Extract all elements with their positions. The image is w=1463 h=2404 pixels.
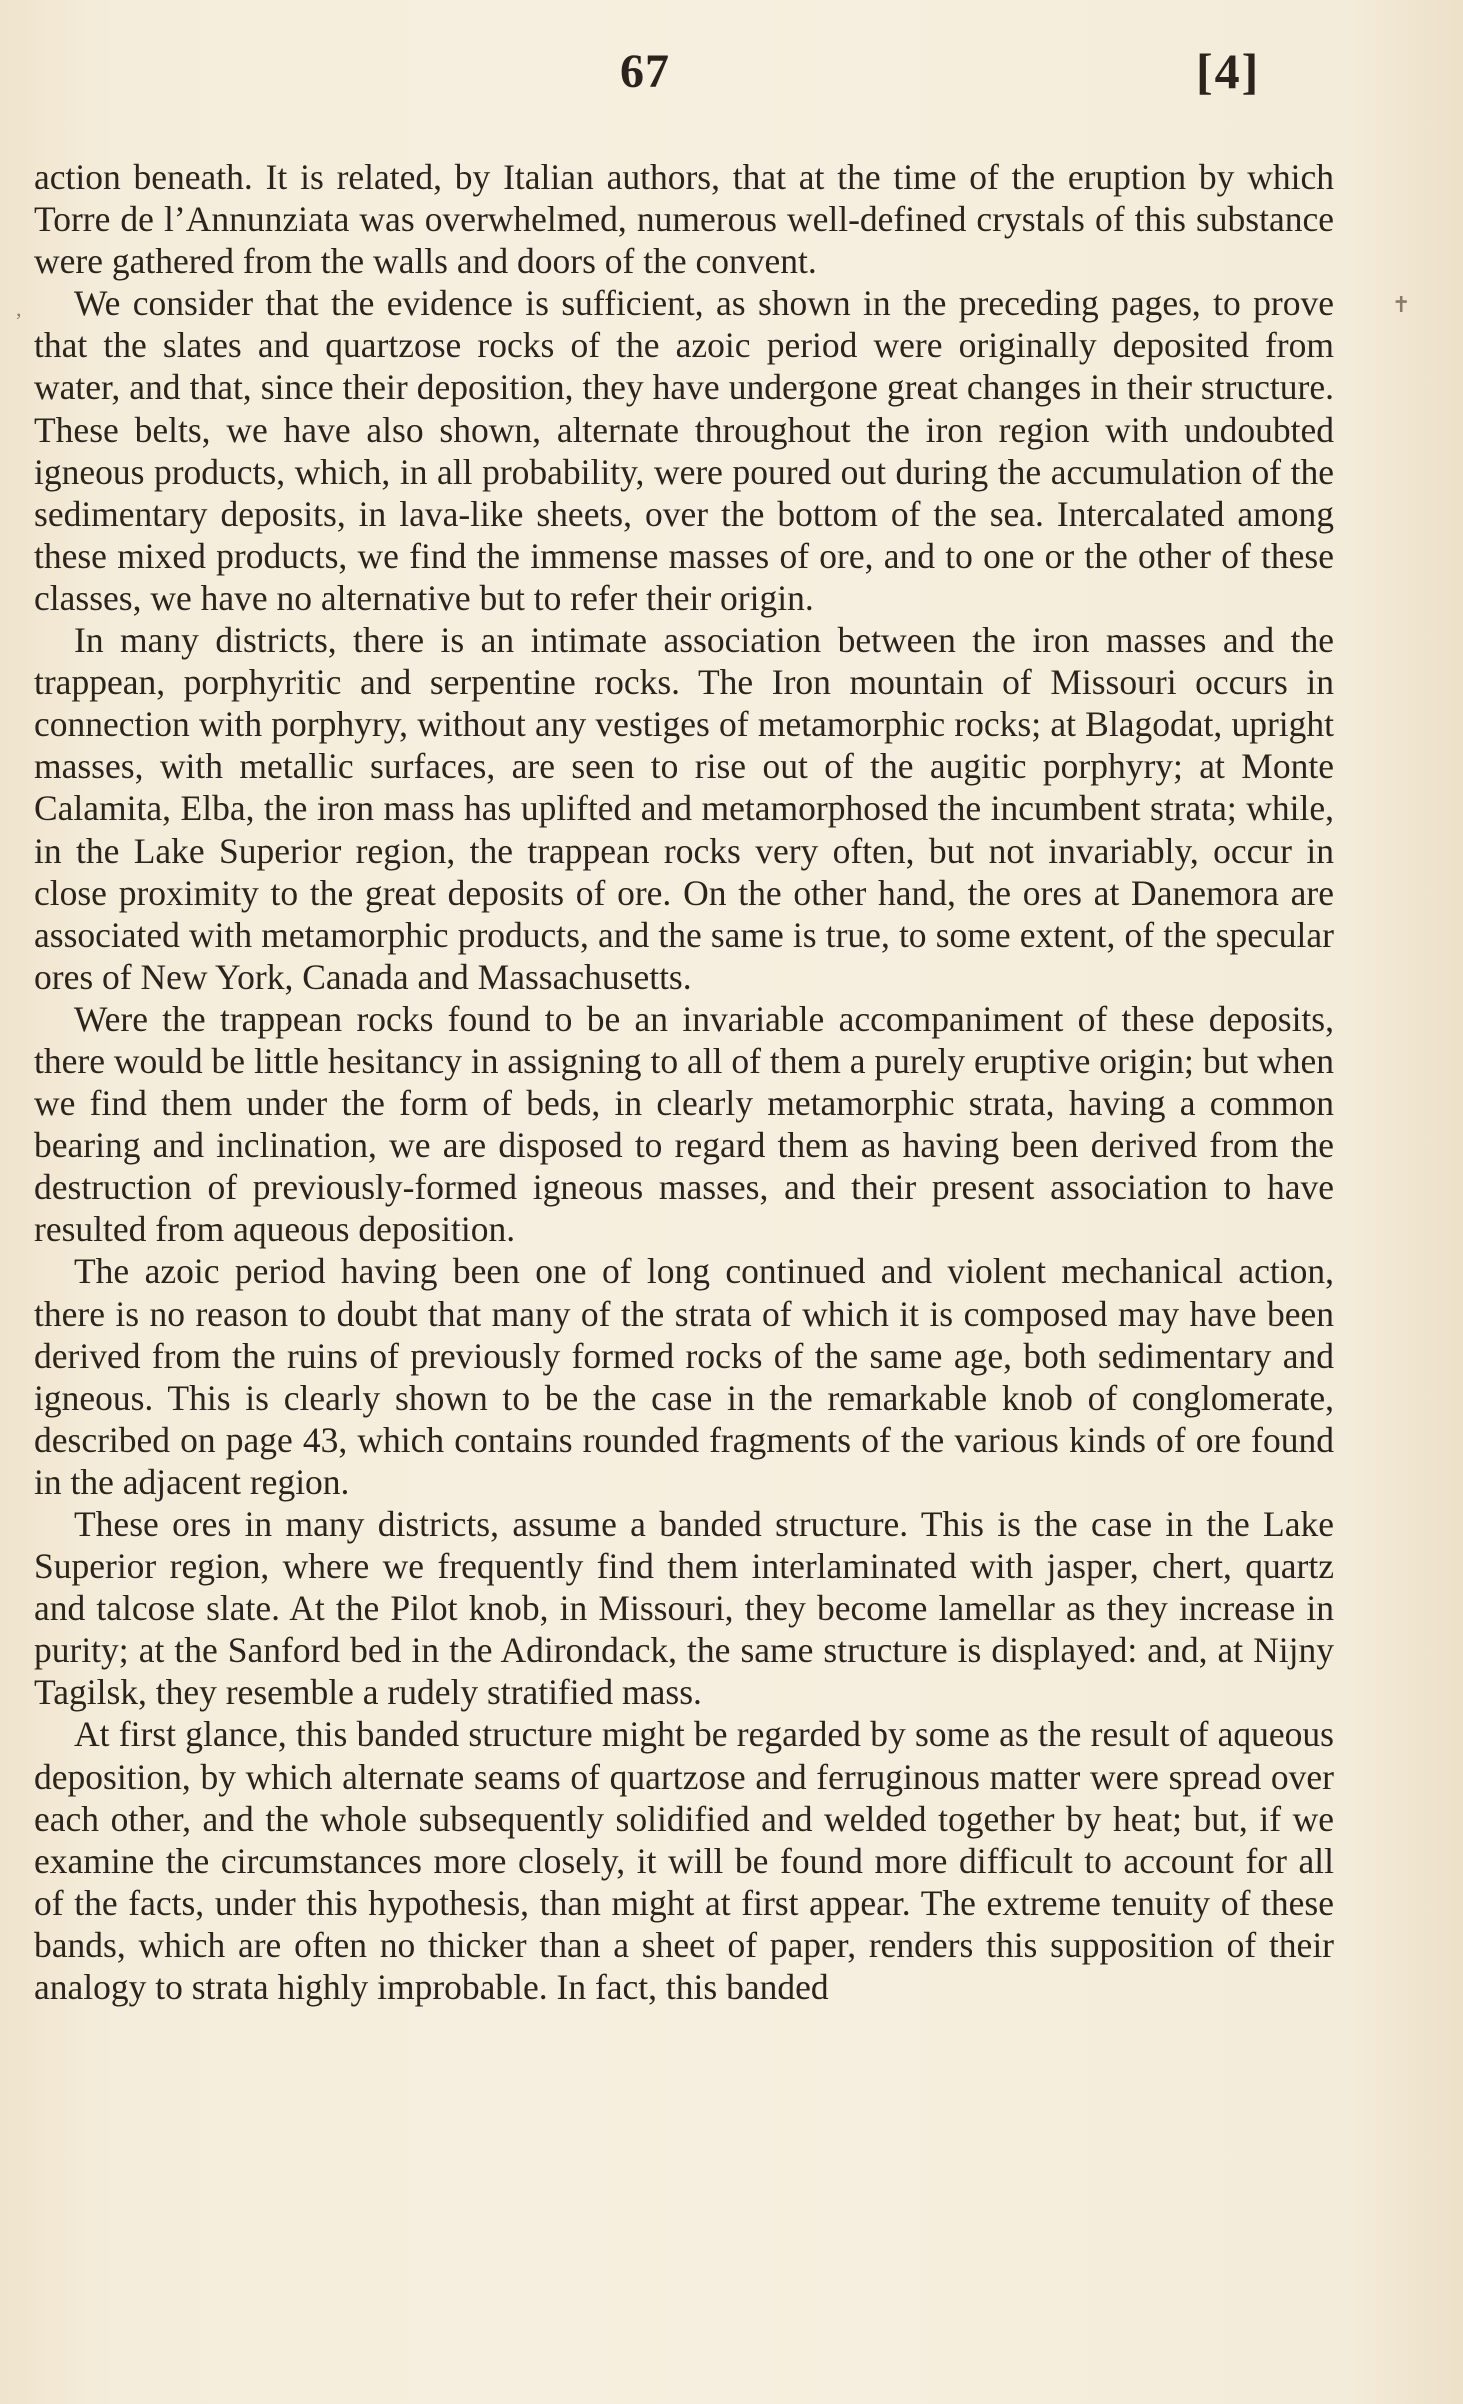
paragraph-6: These ores in many districts, assume a banded structure. This is the case in the Lake Superior region, where we frequently find them interlaminated with jasper, chert, quartz and talcose slate. At the Pilot knob, in Missouri, they become lamellar as they increase in purity; at the Sanford bed in the Adirondack, the same structure is displayed: and, at Nijny Tagilsk, they resemble a rudely stratified mass. bbox=[34, 1504, 1334, 1713]
margin-speck: , bbox=[16, 296, 22, 321]
body-text bbox=[34, 156, 1334, 2008]
paragraph-7: At first glance, this banded structure might be regarded by some as the result of aqueous deposition, by which alternate seams of quartzose and ferruginous matter were spread over each other, and the whole subsequently solidified and welded together by heat; but, if we examine the circumstances more closely, it will be found more difficult to account for all of the facts, under this hypothesis, than might at first appear. The extreme tenuity of these bands, which are often no thicker than a sheet of paper, renders this supposition of their analogy to strata highly improbable. In fact, this banded bbox=[34, 1714, 1334, 2008]
paragraph-3: In many districts, there is an intimate association between the iron masses and the trappean, porphyritic and serpentine rocks. The Iron mountain of Missouri occurs in connection with porphyry, without any vestiges of metamorphic rocks; at Blagodat, upright masses, with metallic surfaces, are seen to rise out of the augitic porphyry; at Monte Calamita, Elba, the iron mass has uplifted and metamorphosed the incumbent strata; while, in the Lake Superior region, the trappean rocks very often, but not invariably, occur in close proximity to the great deposits of ore. On the other hand, the ores at Danemora are associated with metamorphic products, and the same is true, to some extent, of the specular ores of New York, Canada and Massachusetts. bbox=[34, 620, 1334, 997]
paragraph-5: The azoic period having been one of long continued and violent mechanical action, there is no reason to doubt that many of the strata of which it is composed may have been derived from the ruins of previously formed rocks of the same age, both sedimentary and igneous. This is clearly shown to be the case in the remarkable knob of conglomerate, described on page 43, which contains rounded fragments of the various kinds of ore found in the adjacent region. bbox=[34, 1251, 1334, 1502]
document-number: [4] bbox=[1196, 43, 1261, 99]
paragraph-2: We consider that the evidence is sufficient, as shown in the preceding pages, to prove that the slates and quartzose rocks of the azoic period were originally deposited from water, and that, since their deposition, they have undergone great changes in their structure. These belts, we have also shown, alternate throughout the iron region with undoubted igneous products, which, in all probability, were poured out during the accumulation of the sedimentary deposits, in lava-like sheets, over the bottom of the sea. Intercalated among these mixed products, we find the immense masses of ore, and to one or the other of these classes, we have no alternative but to refer their origin. bbox=[34, 283, 1334, 618]
page-header bbox=[0, 36, 1463, 106]
page-number: 67 bbox=[620, 45, 670, 98]
margin-speck: ✝ bbox=[1392, 292, 1411, 317]
paragraph-1: action beneath. It is related, by Italian authors, that at the time of the eruption by which Torre de l’Annunziata was overwhelmed, numerous well-defined crystals of this substance were gathered from the walls and doors of the convent. bbox=[34, 157, 1334, 282]
paragraph-4: Were the trappean rocks found to be an invariable accompaniment of these deposits, there would be little hesitancy in assigning to all of them a purely eruptive origin; but when we find them under the form of beds, in clearly metamorphic strata, having a common bearing and inclination, we are disposed to regard them as having been derived from the destruction of previously-formed igneous masses, and their present association to have resulted from aqueous deposition. bbox=[34, 998, 1334, 1250]
